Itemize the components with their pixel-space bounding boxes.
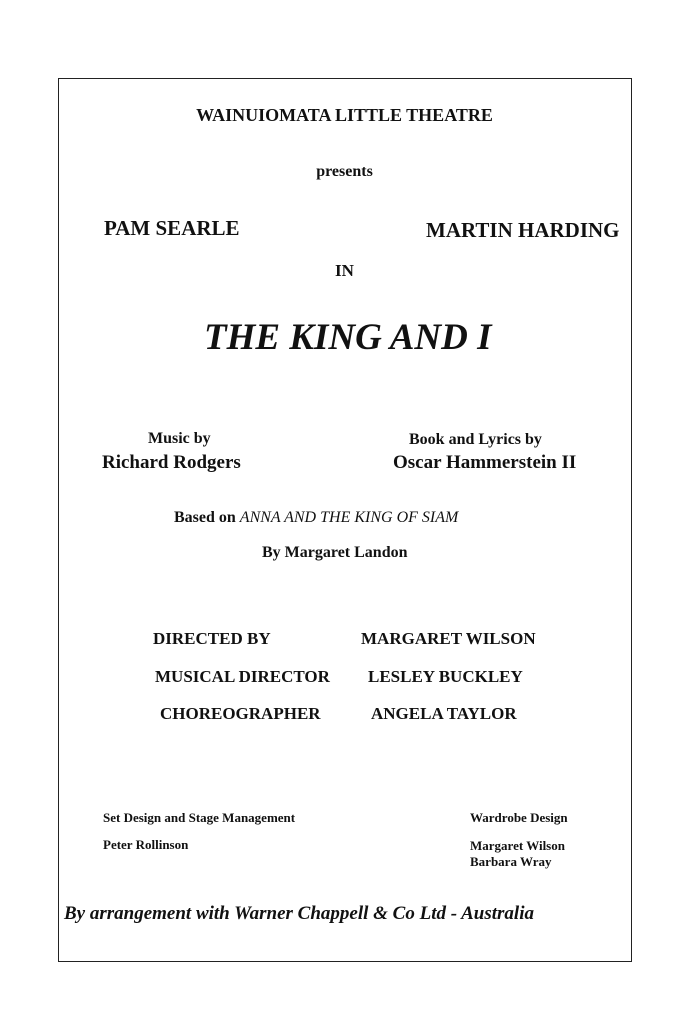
- source-author: By Margaret Landon: [262, 544, 408, 561]
- presents-text: presents: [316, 163, 373, 180]
- based-on-prefix: Based on: [174, 509, 236, 526]
- crew-name: MARGARET WILSON: [361, 629, 536, 648]
- crew-role: MUSICAL DIRECTOR: [155, 667, 330, 686]
- wardrobe-label: Wardrobe Design: [470, 810, 568, 825]
- set-design-name: Peter Rollinson: [103, 837, 189, 852]
- show-title: THE KING AND I: [204, 317, 492, 358]
- composer-name: Richard Rodgers: [102, 452, 241, 473]
- crew-role: CHOREOGRAPHER: [160, 704, 321, 723]
- lead-actor-left: PAM SEARLE: [104, 216, 240, 240]
- crew-name: LESLEY BUCKLEY: [368, 667, 523, 686]
- lyricist-name: Oscar Hammerstein II: [393, 452, 577, 473]
- lead-actor-right: MARTIN HARDING: [426, 218, 620, 242]
- music-label: Music by: [148, 430, 211, 447]
- set-design-label: Set Design and Stage Management: [103, 810, 296, 825]
- theatre-name: WAINUIOMATA LITTLE THEATRE: [196, 105, 493, 125]
- wardrobe-name: Barbara Wray: [470, 854, 552, 869]
- in-text: IN: [335, 261, 354, 280]
- wardrobe-name: Margaret Wilson: [470, 838, 565, 853]
- arrangement-notice: By arrangement with Warner Chappell & Co Ltd - Australia: [64, 903, 534, 924]
- source-book-title: ANNA AND THE KING OF SIAM: [239, 509, 459, 526]
- based-on-line: [174, 510, 458, 526]
- crew-name: ANGELA TAYLOR: [371, 704, 517, 723]
- book-lyrics-label: Book and Lyrics by: [409, 431, 542, 448]
- crew-role: DIRECTED BY: [153, 629, 271, 648]
